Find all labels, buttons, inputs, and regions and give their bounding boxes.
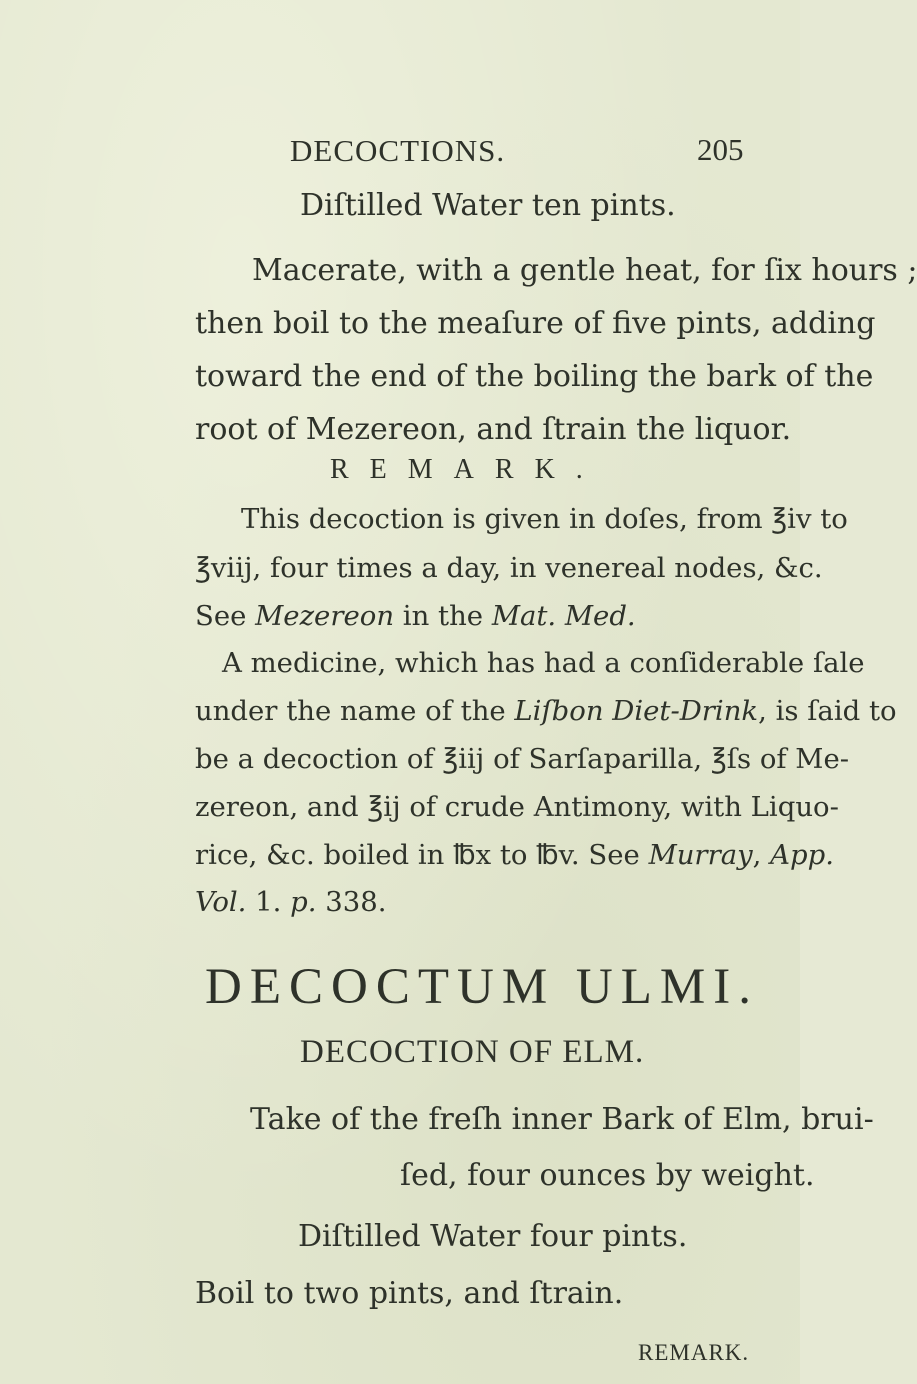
directions-line: toward the end of the boiling the bark of the: [195, 359, 874, 394]
recipe-line: Take of the freſh inner Bark of Elm, brui-: [250, 1102, 874, 1137]
remark-line: A medicine, which has had a conſiderable ſale: [222, 647, 865, 679]
page-number: 205: [697, 132, 744, 167]
section-subtitle: DECOCTION OF ELM.: [300, 1034, 645, 1070]
section-title: DECOCTUM ULMI.: [205, 959, 759, 1015]
remark-line: This decoction is given in doſes, from ℥iv to: [241, 503, 848, 535]
directions-line: root of Mezereon, and ſtrain the liquor.: [195, 412, 792, 447]
recipe-line: Boil to two pints, and ſtrain.: [195, 1276, 624, 1311]
remark-line-with-italics: rice, &c. boiled in ℔x to ℔v. See Murray, App.: [195, 839, 834, 871]
recipe-line: Diſtilled Water four pints.: [298, 1219, 688, 1254]
directions-line: then boil to the meaſure of five pints, adding: [195, 306, 876, 341]
remark-line: be a decoction of ℥iij of Sarſaparilla, ℥ſs of Me-: [195, 743, 850, 775]
running-head: DECOCTIONS.: [290, 133, 506, 168]
remark-line-with-italics: Vol. 1. p. 338.: [195, 886, 387, 918]
remark-line: ℥viij, four times a day, in venereal nodes, &c.: [195, 552, 823, 584]
recipe-line: ſed, four ounces by weight.: [400, 1158, 815, 1193]
remark-line-with-italics: See Mezereon in the Mat. Med.: [195, 600, 636, 632]
ingredient-line: Diſtilled Water ten pints.: [300, 188, 676, 223]
catchword: REMARK.: [638, 1340, 750, 1365]
remark-line: zereon, and ℥ij of crude Antimony, with Liquo-: [195, 791, 839, 823]
remark-line-with-italics: under the name of the Liſbon Diet-Drink, is ſaid to: [195, 695, 897, 727]
directions-line: Macerate, with a gentle heat, for ſix hours ;: [252, 253, 917, 288]
remark-heading: REMARK.: [330, 454, 604, 485]
